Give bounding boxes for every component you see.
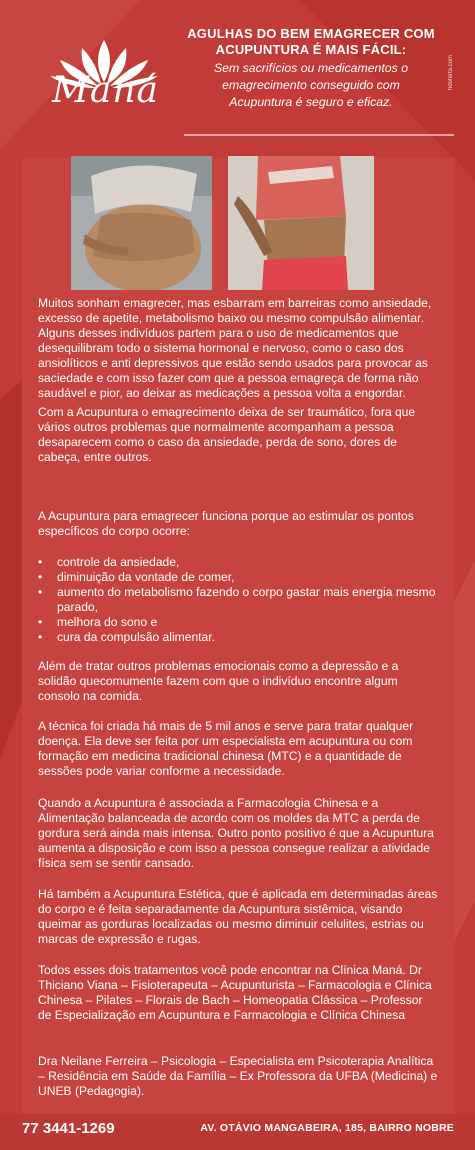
headline-subtitle-line2: emagrecimento conseguido com <box>222 78 400 92</box>
paragraph-7: Há também a Acupuntura Estética, que é aplicada em determinadas áreas do corpo e é feita separadamente da Acupuntura sistêmica, visando queimar as gorduras localizadas ou mesmo diminuir celulites, estrias ou marcas de expressão e rugas. <box>38 887 438 946</box>
before-photo <box>71 156 212 290</box>
benefits-list <box>38 555 438 645</box>
list-item: • melhora do sono e <box>38 615 438 630</box>
phone-number[interactable]: 77 3441-1269 <box>22 1120 115 1137</box>
paragraph-1: Muitos sonham emagrecer, mas esbarram em barreiras como ansiedade, excesso de apetite, metabolismo baixo ou mesmo compulsão alimentar. Alguns desses indivíduos partem para o uso de medicamentos que desequilibram todo o sistema hormonal e nervoso, como o caso dos ansiolíticos e anti depressivos que estão sendo usados para provocar as saciedade e com isso fazer com que a pessoa emagreça de forma não saudável e pior, ao deixar as medicações a pessoa volta a engordar. <box>38 296 432 400</box>
paragraph-8: Todos esses dois tratamentos você pode encontrar na Clínica Maná. Dr Thiciano Viana – Fisioterapeuta – Acupunturista – Farmacologia e Clínica Chinesa – Pilates – Florais de Bach – Homeopatia Clássica – Professor de Especialização em Acupuntura e Farmacologia e Clínica Chinesa <box>38 963 432 1022</box>
brand-name: Maná <box>52 70 159 111</box>
headline-title-line1: AGULHAS DO BEM EMAGRECER COM <box>187 26 435 41</box>
list-item: • cura da compulsão alimentar. <box>38 630 438 645</box>
list-item: • diminuição da vontade de comer, <box>38 570 438 585</box>
before-photo-illustration <box>71 156 212 290</box>
after-photo-illustration <box>228 156 374 290</box>
headline-subtitle <box>180 60 442 111</box>
paragraph-2: Com a Acupuntura o emagrecimento deixa de ser traumático, fora que vários outros problemas que normalmente acompanham a pessoa desaparecem como o caso da ansiedade, perda de sono, dores de cabeça, entre outros. <box>38 405 416 464</box>
list-item: • aumento do metabolismo fazendo o corpo gastar mais energia mesmo parado, <box>38 585 438 615</box>
address: AV. OTÁVIO MANGABEIRA, 185, BAIRRO NOBRE <box>200 1122 454 1134</box>
headline-subtitle-line3: Acupuntura é seguro e eficaz. <box>229 95 393 109</box>
paragraph-6: Quando a Acupuntura é associada a Farmacologia Chinesa e a Alimentação balanceada de acordo com os moldes da MTC a perda de gordura será ainda mais intensa. Outro ponto positivo é que a Acupuntura aumenta a disposição e com isso a pessoa consegue realizar a atividade física sem se sentir cansado. <box>38 796 434 870</box>
after-photo <box>228 156 374 290</box>
header-divider <box>184 134 454 136</box>
paragraph-3: A Acupuntura para emagrecer funciona porque ao estimular os pontos específicos do corpo ocorre: <box>38 509 414 538</box>
side-credit: hdoferta.com <box>448 54 454 90</box>
paragraph-4: Além de tratar outros problemas emocionais como a depressão e a solidão quecomumente fazem com que o indivíduo encontre algum consolo na comida. <box>38 659 399 703</box>
headline-title-line2: ACUPUNTURA É MAIS FÁCIL: <box>215 42 407 57</box>
headline <box>180 26 442 111</box>
list-item: • controle da ansiedade, <box>38 555 438 570</box>
paragraph-9: Dra Neilane Ferreira – Psicologia – Especialista em Psicoterapia Analítica – Residência em Saúde da Família – Ex Professora da UFBA (Medicina) e UNEB (Pedagogia). <box>38 1054 438 1098</box>
headline-subtitle-line1: Sem sacrifícios ou medicamentos o <box>213 61 409 75</box>
header <box>0 0 475 140</box>
paragraph-5: A técnica foi criada há mais de 5 mil anos e serve para tratar qualquer doença. Ela deve ser feita por um especialista em acupuntura ou com formação em medicina tradicional chinesa (MTC) e a quantidade de sessões pode variar conforme a necessidade. <box>38 719 414 778</box>
